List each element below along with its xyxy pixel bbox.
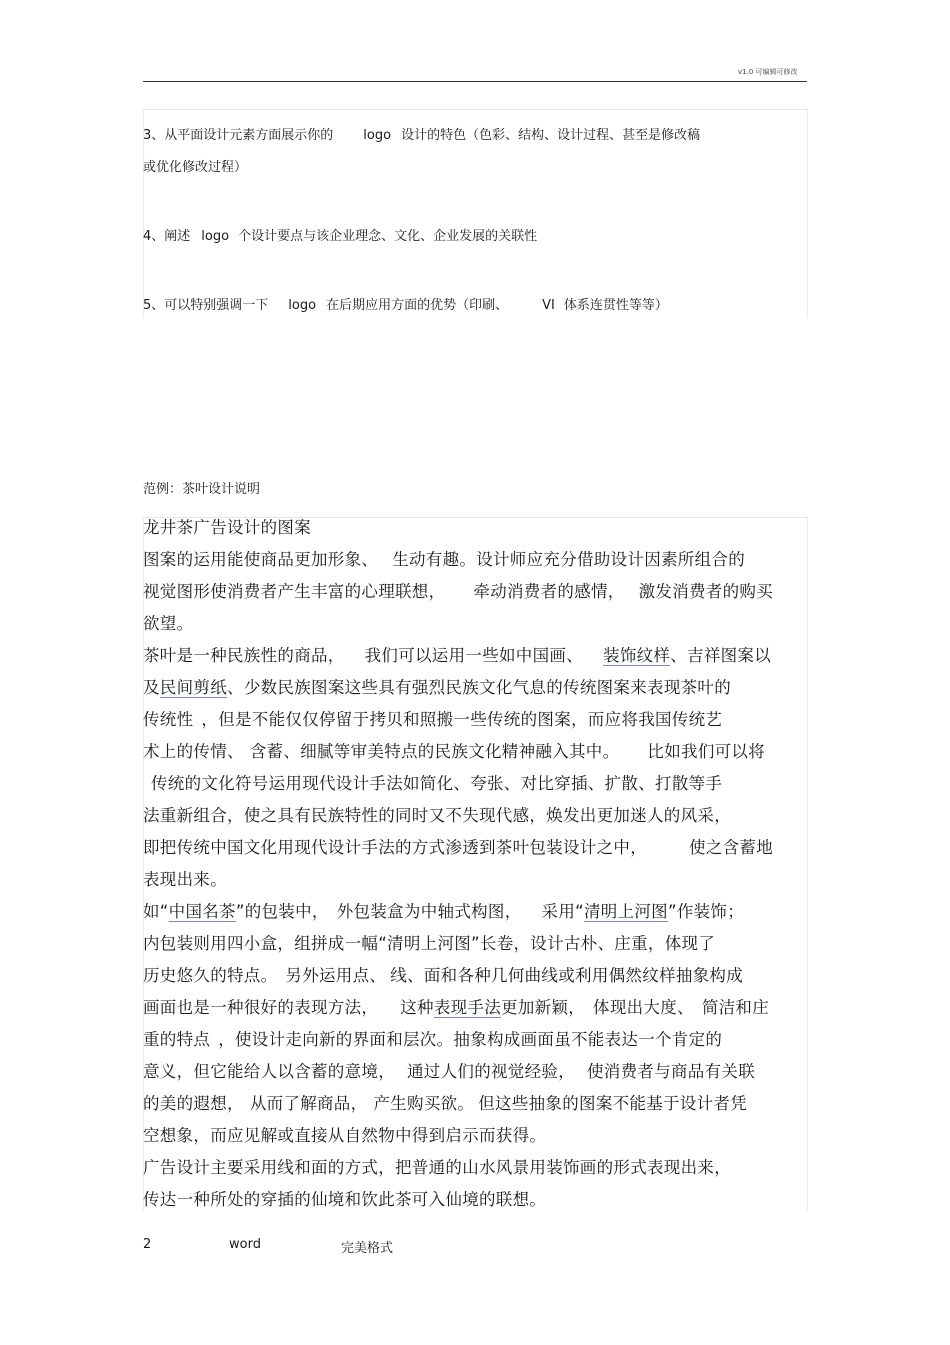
body-line: 法重新组合，使之具有民族特性的同时又不失现代感，焕发出更加迷人的风采， — [143, 806, 731, 825]
body-line: 即把传统中国文化用现代设计手法的方式渗透到茶叶包装设计之中， 使之含蓄地 — [143, 838, 773, 857]
body-line: 意义，但它能给人以含蓄的意境， 通过人们的视觉经验， 使消费者与商品有关联 — [143, 1062, 755, 1081]
body-line: 图案的运用能使商品更加形象、 生动有趣。设计师应充分借助设计因素所组合的 — [143, 550, 746, 569]
footer-format: 完美格式 — [341, 1241, 394, 1256]
body-line: 传统性 ，但是不能仅仅停留于拷贝和照搬一些传统的图案，而应将我国传统艺 — [143, 710, 723, 729]
body-line: 术上的传情、 含蓄、细腻等审美特点的民族文化精神融入其中。 比如我们可以将 — [143, 742, 766, 761]
body-line: 内包装则用四小盒，组拼成一幅“清明上河图”长卷，设计古朴、庄重，体现了 — [143, 934, 716, 953]
requirement-item-3: 3、从平面设计元素方面展示你的 logo 设计的特色（色彩、结构、设计过程、甚至是修改稿 — [143, 128, 701, 143]
body-line: 传统的文化符号运用现代设计手法如简化、夸张、对比穿插、扩散、打散等手 — [151, 774, 723, 793]
body-line: 视觉图形使消费者产生丰富的心理联想， 牵动消费者的感情， 激发消费者的购买 — [143, 582, 774, 601]
body-line: 如“中国名茶”的包装中， 外包装盒为中轴式构图， 采用“清明上河图”作装饰； — [143, 902, 745, 921]
body-line: 及民间剪纸、少数民族图案这些具有强烈民族文化气息的传统图案来表现茶叶的 — [143, 678, 732, 697]
body-line: 欲望。 — [143, 614, 194, 633]
body-line: 画面也是一种很好的表现方法， 这种表现手法更加新颖， 体现出大度、 简洁和庄 — [143, 998, 770, 1017]
requirement-item-4: 4、阐述 logo 个设计要点与该企业理念、文化、企业发展的关联性 — [143, 229, 538, 244]
example-label: 范例：茶叶设计说明 — [143, 482, 261, 497]
body-line: 广告设计主要采用线和面的方式，把普通的山水风景用装饰画的形式表现出来， — [143, 1158, 731, 1177]
body-line: 表现出来。 — [143, 870, 227, 889]
example-title: 龙井茶广告设计的图案 — [143, 518, 311, 537]
requirement-item-5: 5、可以特别强调一下 logo 在后期应用方面的优势（印刷、 VI 体系连贯性等等） — [143, 298, 668, 313]
requirement-item-3-cont: 或优化修改过程） — [143, 160, 248, 175]
header-rule — [143, 81, 807, 82]
body-line: 历史悠久的特点。 另外运用点、 线、面和各种几何曲线或利用偶然纹样抽象构成 — [143, 966, 744, 985]
footer-word: word — [229, 1237, 261, 1252]
body-line: 空想象，而应见解或直接从自然物中得到启示而获得。 — [143, 1126, 547, 1145]
footer-page-number: 2 — [143, 1237, 152, 1252]
body-line: 传达一种所处的穿插的仙境和饮此茶可入仙境的联想。 — [143, 1190, 547, 1209]
body-line: 的美的遐想， 从而了解商品， 产生购买欲。 但这些抽象的图案不能基于设计者凭 — [143, 1094, 748, 1113]
body-line: 重的特点 ，使设计走向新的界面和层次。抽象构成画面虽不能表达一个肯定的 — [143, 1030, 723, 1049]
body-line: 茶叶是一种民族性的商品， 我们可以运用一些如中国画、 装饰纹样、吉祥图案以 — [143, 646, 772, 665]
header-version: v1.0 可编辑可修改 — [738, 68, 798, 76]
